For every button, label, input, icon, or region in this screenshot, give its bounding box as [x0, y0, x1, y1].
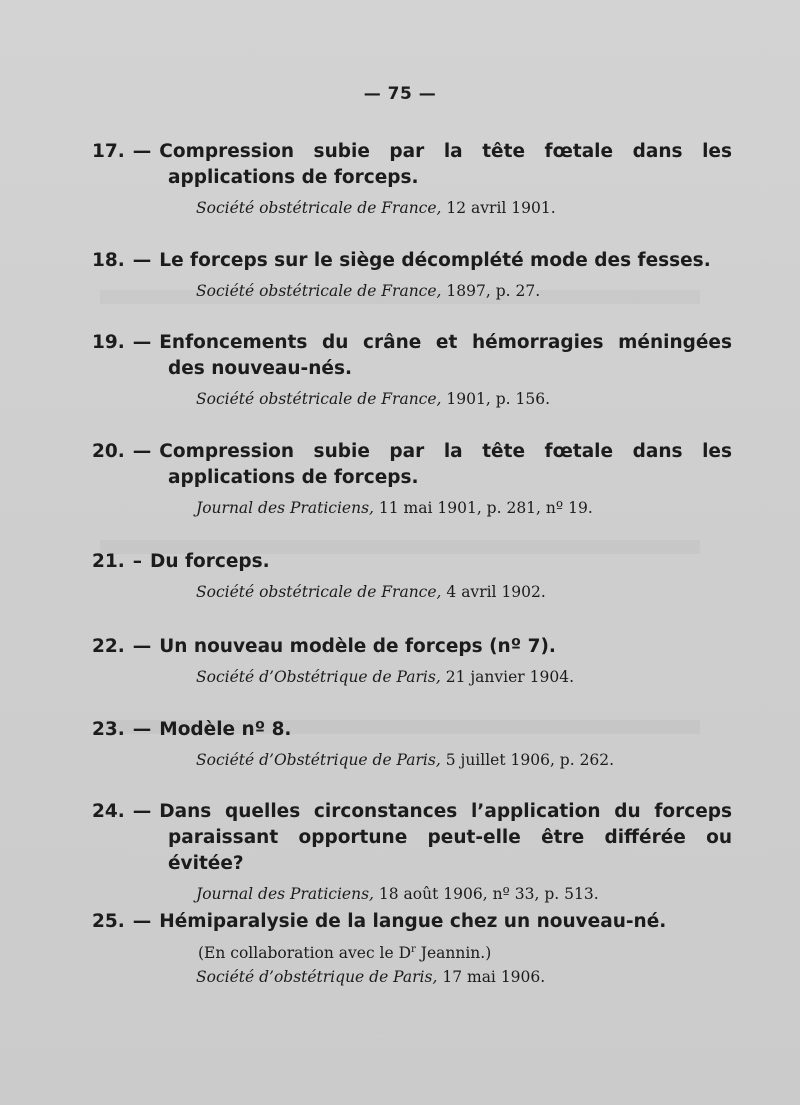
entry-source — [196, 497, 732, 519]
entry-number: 25. — [92, 911, 125, 932]
source-publication: Société obstétricale de France, — [196, 199, 442, 217]
entry-title-text: Modèle nº 8. — [159, 719, 292, 740]
source-details: 11 mai 1901, p. 281, nº 19. — [378, 499, 593, 517]
entry-title — [92, 717, 732, 743]
entry-number: 21. — [92, 551, 125, 572]
entry-title — [92, 799, 732, 877]
entry-number: 22. — [92, 636, 125, 657]
source-details: 12 avril 1901. — [446, 199, 556, 217]
source-publication: Société d’Obstétrique de Paris, — [196, 668, 441, 686]
source-publication: Société obstétricale de France, — [196, 583, 442, 601]
entry-source — [196, 581, 732, 603]
entry-title-text: Hémiparalysie de la langue chez un nouveau-né. — [159, 911, 667, 932]
source-publication: Société obstétricale de France, — [196, 390, 442, 408]
source-publication: Société obstétricale de France, — [196, 282, 442, 300]
note-superscript: r — [411, 944, 416, 955]
entry-source — [196, 883, 732, 905]
source-publication: Journal des Praticiens, — [196, 885, 374, 903]
entry-title-text: Enfoncements du crâne et hémorragies méningées des nouveau-nés. — [159, 332, 732, 379]
entry-title-text: Dans quelles circonstances l’application du forceps paraissant opportune peut-elle être différée ou évitée? — [159, 801, 732, 874]
entry-title — [92, 909, 732, 935]
source-publication: Société d’obstétrique de Paris, — [196, 968, 438, 987]
bibliography-entry — [92, 909, 732, 988]
entry-number: 17. — [92, 141, 125, 162]
page-number: — 75 — — [363, 84, 437, 104]
bibliography-entry — [92, 439, 732, 519]
source-publication: Journal des Praticiens, — [196, 499, 374, 517]
source-details: 4 avril 1902. — [446, 583, 546, 601]
bibliography-entry — [92, 139, 732, 219]
entry-dash: — — [132, 801, 152, 822]
bibliography-entry — [92, 549, 732, 603]
source-details: 18 août 1906, nº 33, p. 513. — [378, 885, 599, 903]
entry-source — [196, 280, 732, 302]
note-suffix: Jeannin.) — [415, 944, 492, 963]
note-prefix: (En collaboration avec le D — [198, 944, 412, 963]
entry-title — [92, 330, 732, 382]
entry-number: 18. — [92, 250, 125, 271]
entry-dash: — — [132, 250, 152, 271]
collaboration-note — [198, 939, 732, 964]
entry-dash: — — [132, 636, 152, 657]
source-publication: Société d’Obstétrique de Paris, — [196, 751, 441, 769]
entry-dash: — — [132, 719, 152, 740]
entry-source — [196, 749, 732, 771]
bibliography-entry — [92, 634, 732, 688]
entry-title-text: Compression subie par la tête fœtale dans les applications de forceps. — [159, 441, 732, 488]
entry-source — [196, 666, 732, 688]
source-details: 5 juillet 1906, p. 262. — [445, 751, 615, 769]
entry-dash: – — [132, 551, 143, 572]
entry-dash: — — [132, 911, 152, 932]
source-details: 1901, p. 156. — [446, 390, 550, 408]
bibliography-entry — [92, 330, 732, 410]
entry-number: 20. — [92, 441, 125, 462]
entry-number: 24. — [92, 801, 125, 822]
entry-source — [196, 966, 732, 988]
entry-dash: — — [132, 441, 152, 462]
entry-source — [196, 197, 732, 219]
entry-title-text: Le forceps sur le siège décomplété mode des fesses. — [159, 250, 711, 271]
source-details: 21 janvier 1904. — [445, 668, 574, 686]
bibliography-entry — [92, 248, 732, 302]
entry-title-text: Du forceps. — [150, 551, 270, 572]
entry-number: 23. — [92, 719, 125, 740]
entry-title-text: Un nouveau modèle de forceps (nº 7). — [159, 636, 556, 657]
source-details: 1897, p. 27. — [446, 282, 541, 300]
bibliography-entry — [92, 799, 732, 905]
entry-title — [92, 439, 732, 491]
entry-title — [92, 248, 732, 274]
entry-source — [196, 388, 732, 410]
entry-dash: — — [132, 332, 152, 353]
entry-title — [92, 139, 732, 191]
entry-dash: — — [132, 141, 152, 162]
entry-number: 19. — [92, 332, 125, 353]
entry-title-text: Compression subie par la tête fœtale dans les applications de forceps. — [159, 141, 732, 188]
entry-title — [92, 634, 732, 660]
bibliography-entry — [92, 717, 732, 771]
entry-title — [92, 549, 732, 575]
source-details: 17 mai 1906. — [442, 968, 546, 987]
